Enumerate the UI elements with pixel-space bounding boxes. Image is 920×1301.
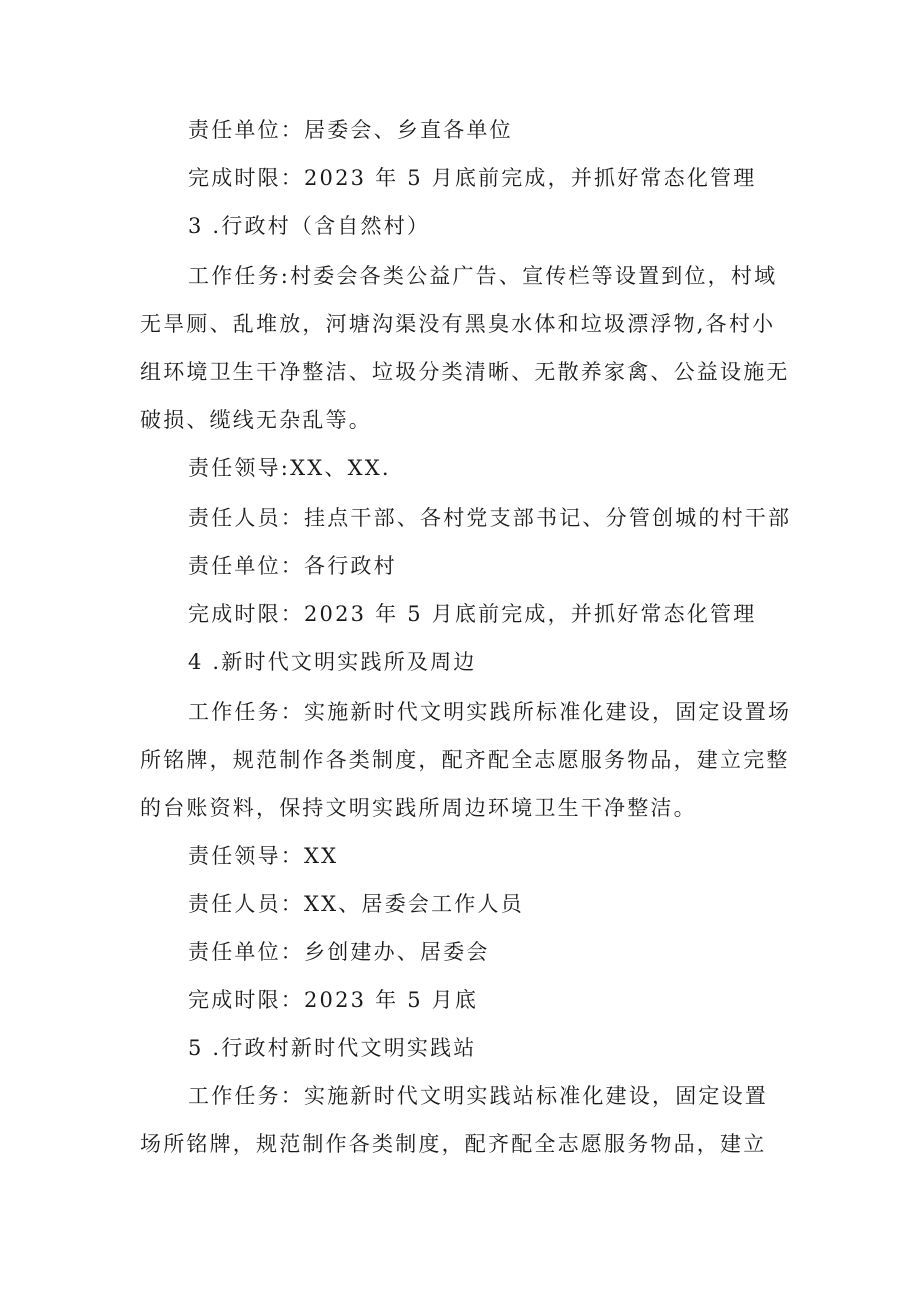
text-line: 完成时限：2023 年 5 月底前完成，并抓好常态化管理 (188, 602, 757, 626)
text-line: 场所铭牌，规范制作各类制度，配齐配全志愿服务物品，建立 (140, 1132, 767, 1156)
text-line: 破损、缆线无杂乱等。 (140, 408, 372, 432)
text-line: 责任单位：各行政村 (188, 554, 397, 578)
text-line: 无旱厕、乱堆放，河塘沟渠没有黑臭水体和垃圾漂浮物,各村小 (140, 312, 776, 336)
text-line: 的台账资料，保持文明实践所周边环境卫生干净整洁。 (140, 796, 697, 820)
section-heading: 4 .新时代文明实践所及周边 (188, 650, 477, 674)
text-line: 责任单位：居委会、乡直各单位 (188, 118, 513, 142)
text-line: 组环境卫生干净整洁、垃圾分类清晰、无散养家禽、公益设施无 (140, 360, 790, 384)
text-line: 责任人员：XX、居委会工作人员 (188, 892, 524, 916)
section-heading: 5 .行政村新时代文明实践站 (188, 1036, 477, 1060)
text-line: 责任人员：挂点干部、各村党支部书记、分管创城的村干部 (188, 506, 792, 530)
text-line: 责任领导：XX (188, 844, 339, 868)
text-line: 工作任务:村委会各类公益广告、宣传栏等设置到位，村域 (188, 264, 778, 288)
text-line: 责任单位：乡创建办、居委会 (188, 940, 490, 964)
text-line: 所铭牌，规范制作各类制度，配齐配全志愿服务物品，建立完整 (140, 748, 790, 772)
text-line: 工作任务：实施新时代文明实践所标准化建设，固定设置场 (188, 700, 792, 724)
text-line: 工作任务：实施新时代文明实践站标准化建设，固定设置 (188, 1084, 768, 1108)
text-line: 完成时限：2023 年 5 月底前完成，并抓好常态化管理 (188, 166, 757, 190)
text-line: 完成时限：2023 年 5 月底 (188, 988, 479, 1012)
section-heading: 3 .行政村（含自然村） (188, 214, 431, 238)
text-line: 责任领导:XX、XX. (188, 456, 391, 480)
